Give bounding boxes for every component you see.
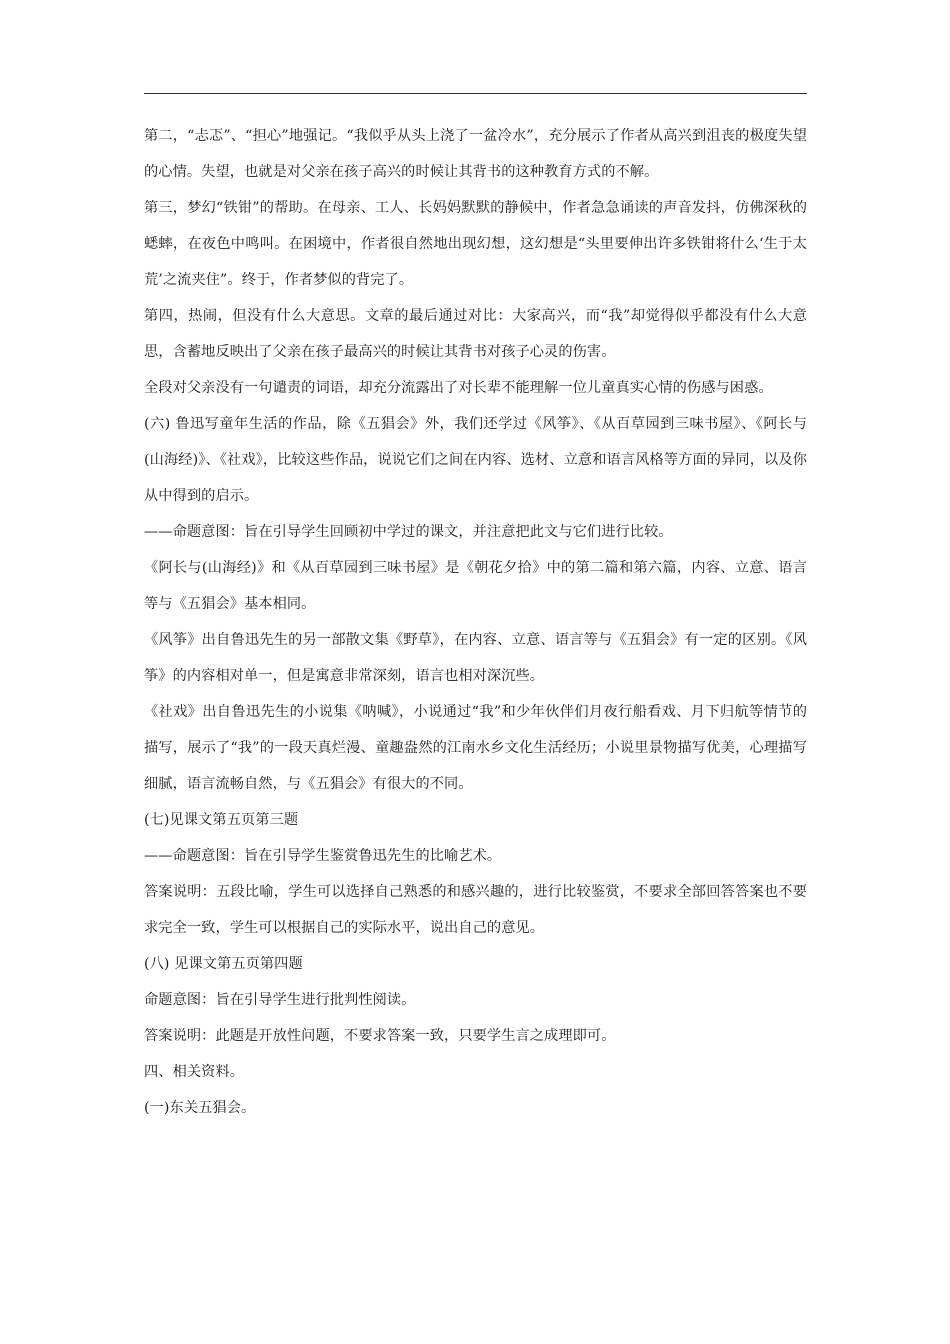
paragraph-third-point: 第三，梦幻“铁钳”的帮助。在母亲、工人、长妈妈默默的静候中，作者急急诵读的声音发抖，仿佛深秋的蟋蟀，在夜色中鸣叫。在困境中，作者很自然地出现幻想，这幻想是“头里要伸出许多铁钳将什么‘生于太荒’之流夹住”。终于，作者梦似的背完了。: [144, 200, 807, 288]
question-six: (六) 鲁迅写童年生活的作品，除《五猖会》外，我们还学过《风筝》、《从百草园到三味书屋》、《阿长与(山海经)》、《社戏》，比较这些作品，说说它们之间在内容、选材、立意和语言风格等方面的异同，以及你从中得到的启示。: [144, 416, 807, 504]
question-eight: (八) 见课文第五页第四题: [144, 956, 303, 972]
paragraph-summary: 全段对父亲没有一句谴责的词语，却充分流露出了对长辈不能理解一位儿童真实心情的伤感与困惑。: [144, 380, 773, 396]
question-seven-answer: 答案说明：五段比喻，学生可以选择自己熟悉的和感兴趣的，进行比较鉴赏，不要求全部回答答案也不要求完全一致，学生可以根据自己的实际水平，说出自己的意见。: [144, 884, 807, 936]
question-six-intent: ——命题意图：旨在引导学生回顾初中学过的课文，并注意把此文与它们进行比较。: [144, 524, 673, 540]
paragraph-second-point: 第二，“忐忑”、“担心”地强记。“我似乎从头上浇了一盆冷水”，充分展示了作者从高兴到沮丧的极度失望的心情。失望，也就是对父亲在孩子高兴的时候让其背书的这种教育方式的不解。: [144, 128, 807, 180]
paragraph-fourth-point: 第四，热闹，但没有什么大意思。文章的最后通过对比：大家高兴，而“我”却觉得似乎都没有什么大意思，含蓄地反映出了父亲在孩子最高兴的时候让其背书对孩子心灵的伤害。: [144, 308, 807, 360]
document-body: [144, 118, 807, 1126]
section-heading-related-materials: 四、相关资料。: [144, 1064, 245, 1080]
subsection-heading-dongguan: (一)东关五猖会。: [144, 1100, 256, 1116]
question-eight-intent: 命题意图：旨在引导学生进行批判性阅读。: [144, 992, 416, 1008]
question-six-answer-village-opera: 《社戏》出自鲁迅先生的小说集《呐喊》，小说通过“我”和少年伙伴们月夜行船看戏、月下归航等情节的描写，展示了“我”的一段天真烂漫、童趣盎然的江南水乡文化生活经历；小说里景物描写优美，心理描写细腻，语言流畅自然，与《五猖会》有很大的不同。: [144, 704, 807, 792]
question-seven: (七)见课文第五页第三题: [144, 812, 299, 828]
question-seven-intent: ——命题意图：旨在引导学生鉴赏鲁迅先生的比喻艺术。: [144, 848, 502, 864]
header-divider: [144, 93, 807, 94]
question-six-answer-ah-chang: 《阿长与(山海经)》和《从百草园到三味书屋》是《朝花夕拾》中的第二篇和第六篇，内容、立意、语言等与《五猖会》基本相同。: [144, 560, 807, 612]
question-six-answer-kite: 《风筝》出自鲁迅先生的另一部散文集《野草》，在内容、立意、语言等与《五猖会》有一定的区别。《风筝》的内容相对单一，但是寓意非常深刻，语言也相对深沉些。: [144, 632, 807, 684]
question-eight-answer: 答案说明：此题是开放性问题，不要求答案一致，只要学生言之成理即可。: [144, 1028, 616, 1044]
